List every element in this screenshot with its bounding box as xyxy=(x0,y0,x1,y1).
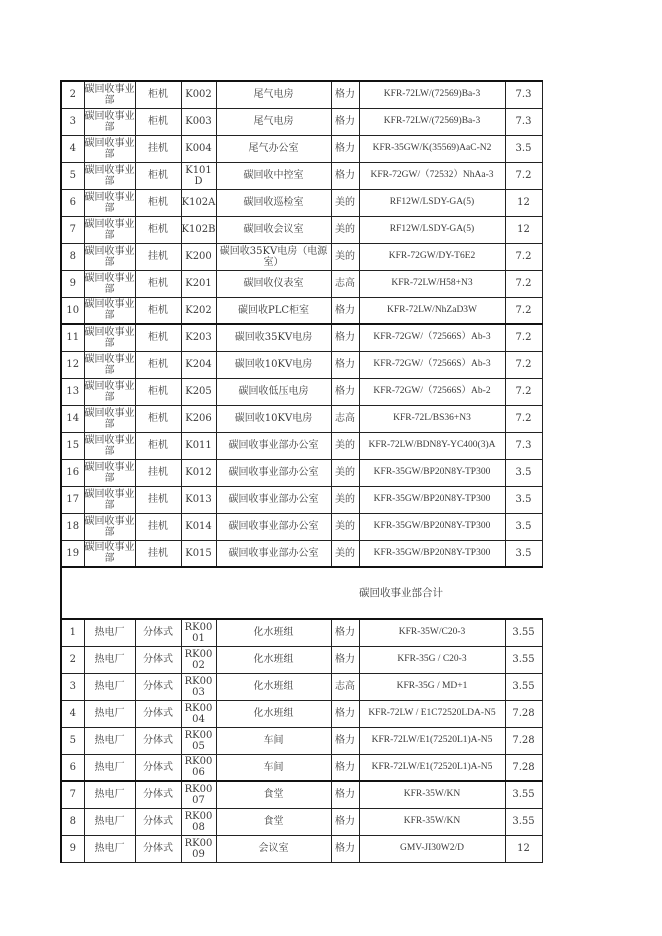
cell-location[interactable]: 尾气办公室 xyxy=(216,135,331,162)
cell-code[interactable]: RK0006 xyxy=(181,754,216,781)
cell-code[interactable]: RK0005 xyxy=(181,727,216,754)
cell-model[interactable]: KFR-35W/KN xyxy=(359,808,505,835)
cell-model[interactable]: KFR-35G / MD+1 xyxy=(359,673,505,700)
cell-location[interactable]: 尾气电房 xyxy=(216,108,331,135)
cell-dept[interactable]: 碳回收事业部 xyxy=(84,513,135,540)
cell-power[interactable]: 7.2 xyxy=(505,405,542,432)
cell-dept[interactable]: 碳回收事业部 xyxy=(84,378,135,405)
cell-brand[interactable]: 美的 xyxy=(331,216,359,243)
cell-model[interactable]: KFR-72L/BS36+N3 xyxy=(359,405,505,432)
cell-no[interactable]: 11 xyxy=(61,324,84,351)
cell-dept[interactable]: 碳回收事业部 xyxy=(84,486,135,513)
cell-model[interactable]: KFR-72LW/E1(72520L1)A-N5 xyxy=(359,727,505,754)
cell-model[interactable]: KFR-35GW/BP20N8Y-TP300 xyxy=(359,540,505,567)
table-row xyxy=(61,673,542,700)
cell-no[interactable]: 7 xyxy=(61,216,84,243)
cell-no[interactable]: 4 xyxy=(61,700,84,727)
cell-code[interactable]: K101D xyxy=(181,162,216,189)
cell-no[interactable]: 8 xyxy=(61,243,84,270)
cell-no[interactable]: 17 xyxy=(61,486,84,513)
table-row xyxy=(61,162,542,189)
cell-model[interactable]: KFR-72LW/(72569)Ba-3 xyxy=(359,81,505,108)
table-row xyxy=(61,216,542,243)
cell-code[interactable]: RK0008 xyxy=(181,808,216,835)
cell-brand[interactable]: 格力 xyxy=(331,297,359,324)
cell-code[interactable]: K200 xyxy=(181,243,216,270)
table-row xyxy=(61,781,542,808)
cell-power[interactable]: 7.28 xyxy=(505,700,542,727)
cell-location[interactable]: 车间 xyxy=(216,727,331,754)
cell-brand[interactable]: 格力 xyxy=(331,324,359,351)
cell-location[interactable]: 碳回收会议室 xyxy=(216,216,331,243)
cell-dept[interactable]: 碳回收事业部 xyxy=(84,324,135,351)
spreadsheet xyxy=(60,80,543,863)
table-row xyxy=(61,270,542,297)
cell-model[interactable]: KFR-35G / C20-3 xyxy=(359,646,505,673)
cell-power[interactable]: 7.3 xyxy=(505,81,542,108)
cell-model[interactable]: GMV-JI30W2/D xyxy=(359,835,505,862)
table-row xyxy=(61,135,542,162)
cell-power[interactable]: 12 xyxy=(505,216,542,243)
cell-brand[interactable]: 格力 xyxy=(331,378,359,405)
cell-type[interactable]: 挂机 xyxy=(135,486,181,513)
table-row xyxy=(61,835,542,862)
cell-model[interactable]: KFR-72LW / E1C72520LDA-N5 xyxy=(359,700,505,727)
cell-brand[interactable]: 格力 xyxy=(331,727,359,754)
cell-type[interactable]: 挂机 xyxy=(135,540,181,567)
cell-power[interactable]: 7.2 xyxy=(505,243,542,270)
cell-type[interactable]: 分体式 xyxy=(135,700,181,727)
cell-location[interactable]: 化水班组 xyxy=(216,646,331,673)
cell-location[interactable]: 碳回收事业部办公室 xyxy=(216,513,331,540)
cell-brand[interactable]: 美的 xyxy=(331,540,359,567)
cell-location[interactable]: 碳回收事业部办公室 xyxy=(216,486,331,513)
cell-power[interactable]: 7.2 xyxy=(505,162,542,189)
cell-location[interactable]: 碳回收事业部办公室 xyxy=(216,432,331,459)
total-spacer xyxy=(61,567,359,619)
cell-brand[interactable]: 格力 xyxy=(331,619,359,646)
cell-location[interactable]: 化水班组 xyxy=(216,673,331,700)
cell-brand[interactable]: 格力 xyxy=(331,700,359,727)
cell-code[interactable]: RK0007 xyxy=(181,781,216,808)
cell-brand[interactable]: 格力 xyxy=(331,781,359,808)
cell-no[interactable]: 7 xyxy=(61,781,84,808)
cell-dept[interactable]: 碳回收事业部 xyxy=(84,540,135,567)
cell-no[interactable]: 19 xyxy=(61,540,84,567)
cell-code[interactable]: K202 xyxy=(181,297,216,324)
cell-no[interactable]: 5 xyxy=(61,162,84,189)
cell-type[interactable]: 分体式 xyxy=(135,781,181,808)
table-row xyxy=(61,189,542,216)
cell-no[interactable]: 4 xyxy=(61,135,84,162)
table-row xyxy=(61,646,542,673)
cell-location[interactable]: 碳回收10KV电房 xyxy=(216,351,331,378)
cell-no[interactable]: 18 xyxy=(61,513,84,540)
cell-no[interactable]: 6 xyxy=(61,754,84,781)
cell-power[interactable]: 7.28 xyxy=(505,754,542,781)
cell-brand[interactable]: 格力 xyxy=(331,808,359,835)
cell-model[interactable]: KFR-35GW/BP20N8Y-TP300 xyxy=(359,459,505,486)
cell-power[interactable]: 7.2 xyxy=(505,351,542,378)
cell-no[interactable]: 5 xyxy=(61,727,84,754)
cell-no[interactable]: 13 xyxy=(61,378,84,405)
cell-power[interactable]: 3.55 xyxy=(505,619,542,646)
cell-model[interactable]: KFR-72GW/（72566S）Ab-3 xyxy=(359,324,505,351)
table-row xyxy=(61,81,542,108)
cell-location[interactable]: 会议室 xyxy=(216,835,331,862)
cell-dept[interactable]: 碳回收事业部 xyxy=(84,243,135,270)
cell-power[interactable]: 7.2 xyxy=(505,324,542,351)
table-row xyxy=(61,324,542,351)
cell-type[interactable]: 柜机 xyxy=(135,378,181,405)
cell-location[interactable]: 碳回收事业部办公室 xyxy=(216,540,331,567)
cell-dept[interactable]: 热电厂 xyxy=(84,619,135,646)
section-total xyxy=(61,567,542,619)
cell-dept[interactable]: 热电厂 xyxy=(84,754,135,781)
cell-dept[interactable]: 碳回收事业部 xyxy=(84,81,135,108)
cell-type[interactable]: 柜机 xyxy=(135,270,181,297)
cell-type[interactable]: 分体式 xyxy=(135,754,181,781)
cell-dept[interactable]: 热电厂 xyxy=(84,673,135,700)
table-row xyxy=(61,432,542,459)
cell-type[interactable]: 柜机 xyxy=(135,189,181,216)
cell-power[interactable]: 3.5 xyxy=(505,513,542,540)
cell-power[interactable]: 3.55 xyxy=(505,781,542,808)
cell-code[interactable]: K011 xyxy=(181,432,216,459)
cell-dept[interactable]: 碳回收事业部 xyxy=(84,297,135,324)
ac-inventory-table xyxy=(60,80,543,863)
table-row xyxy=(61,378,542,405)
cell-model[interactable]: RF12W/LSDY-GA(5) xyxy=(359,216,505,243)
cell-model[interactable]: KFR-72LW/H58+N3 xyxy=(359,270,505,297)
cell-no[interactable]: 1 xyxy=(61,619,84,646)
cell-power[interactable]: 3.5 xyxy=(505,540,542,567)
cell-location[interactable]: 碳回收35KV电房（电源室） xyxy=(216,243,331,270)
cell-code[interactable]: RK0003 xyxy=(181,673,216,700)
cell-code[interactable]: K015 xyxy=(181,540,216,567)
cell-model[interactable]: KFR-72LW/(72569)Ba-3 xyxy=(359,108,505,135)
cell-code[interactable]: RK0001 xyxy=(181,619,216,646)
cell-code[interactable]: K102B xyxy=(181,216,216,243)
table-row xyxy=(61,513,542,540)
cell-model[interactable]: KFR-72GW/DY-T6E2 xyxy=(359,243,505,270)
cell-code[interactable]: K014 xyxy=(181,513,216,540)
cell-no[interactable]: 3 xyxy=(61,673,84,700)
cell-model[interactable]: KFR-35GW/BP20N8Y-TP300 xyxy=(359,513,505,540)
cell-brand[interactable]: 美的 xyxy=(331,243,359,270)
cell-model[interactable]: KFR-35GW/K(35569)AaC-N2 xyxy=(359,135,505,162)
cell-dept[interactable]: 碳回收事业部 xyxy=(84,459,135,486)
cell-brand[interactable]: 志高 xyxy=(331,405,359,432)
cell-brand[interactable]: 格力 xyxy=(331,646,359,673)
table-row xyxy=(61,405,542,432)
cell-code[interactable]: K102A xyxy=(181,189,216,216)
cell-brand[interactable]: 美的 xyxy=(331,432,359,459)
cell-power[interactable]: 3.5 xyxy=(505,135,542,162)
cell-model[interactable]: KFR-35W/KN xyxy=(359,781,505,808)
cell-no[interactable]: 6 xyxy=(61,189,84,216)
cell-type[interactable]: 挂机 xyxy=(135,135,181,162)
cell-dept[interactable]: 碳回收事业部 xyxy=(84,351,135,378)
cell-location[interactable]: 碳回收35KV电房 xyxy=(216,324,331,351)
cell-type[interactable]: 挂机 xyxy=(135,243,181,270)
cell-type[interactable]: 分体式 xyxy=(135,673,181,700)
cell-code[interactable]: K203 xyxy=(181,324,216,351)
cell-brand[interactable]: 美的 xyxy=(331,189,359,216)
cell-brand[interactable]: 志高 xyxy=(331,673,359,700)
cell-model[interactable]: KFR-72GW/（72532）NhAa-3 xyxy=(359,162,505,189)
cell-type[interactable]: 柜机 xyxy=(135,297,181,324)
cell-brand[interactable]: 格力 xyxy=(331,162,359,189)
cell-brand[interactable]: 格力 xyxy=(331,351,359,378)
cell-location[interactable]: 碳回收中控室 xyxy=(216,162,331,189)
cell-brand[interactable]: 美的 xyxy=(331,459,359,486)
cell-no[interactable]: 10 xyxy=(61,297,84,324)
section-carbon-recovery xyxy=(61,81,542,567)
cell-no[interactable]: 2 xyxy=(61,81,84,108)
cell-type[interactable]: 柜机 xyxy=(135,405,181,432)
table-row xyxy=(61,619,542,646)
cell-power[interactable]: 3.55 xyxy=(505,673,542,700)
cell-power[interactable]: 3.55 xyxy=(505,646,542,673)
cell-dept[interactable]: 碳回收事业部 xyxy=(84,108,135,135)
cell-dept[interactable]: 碳回收事业部 xyxy=(84,135,135,162)
cell-brand[interactable]: 格力 xyxy=(331,135,359,162)
cell-location[interactable]: 碳回收低压电房 xyxy=(216,378,331,405)
table-row xyxy=(61,700,542,727)
cell-location[interactable]: 碳回收仪表室 xyxy=(216,270,331,297)
cell-location[interactable]: 食堂 xyxy=(216,781,331,808)
cell-type[interactable]: 柜机 xyxy=(135,324,181,351)
cell-model[interactable]: KFR-35W/C20-3 xyxy=(359,619,505,646)
cell-no[interactable]: 9 xyxy=(61,270,84,297)
cell-model[interactable]: KFR-72GW/（72566S）Ab-3 xyxy=(359,351,505,378)
cell-power[interactable]: 7.3 xyxy=(505,108,542,135)
cell-dept[interactable]: 碳回收事业部 xyxy=(84,216,135,243)
cell-model[interactable]: KFR-72GW/（72566S）Ab-2 xyxy=(359,378,505,405)
cell-no[interactable]: 9 xyxy=(61,835,84,862)
cell-no[interactable]: 12 xyxy=(61,351,84,378)
cell-code[interactable]: K012 xyxy=(181,459,216,486)
cell-type[interactable]: 分体式 xyxy=(135,727,181,754)
table-row xyxy=(61,108,542,135)
cell-dept[interactable]: 碳回收事业部 xyxy=(84,162,135,189)
cell-no[interactable]: 8 xyxy=(61,808,84,835)
table-row xyxy=(61,351,542,378)
cell-code[interactable]: K206 xyxy=(181,405,216,432)
cell-brand[interactable]: 美的 xyxy=(331,486,359,513)
cell-dept[interactable]: 热电厂 xyxy=(84,727,135,754)
cell-dept[interactable]: 热电厂 xyxy=(84,700,135,727)
cell-dept[interactable]: 热电厂 xyxy=(84,808,135,835)
table-row xyxy=(61,459,542,486)
cell-power[interactable]: 7.28 xyxy=(505,727,542,754)
cell-type[interactable]: 柜机 xyxy=(135,432,181,459)
cell-code[interactable]: K204 xyxy=(181,351,216,378)
cell-type[interactable]: 挂机 xyxy=(135,513,181,540)
cell-location[interactable]: 化水班组 xyxy=(216,700,331,727)
cell-code[interactable]: RK0009 xyxy=(181,835,216,862)
cell-dept[interactable]: 碳回收事业部 xyxy=(84,405,135,432)
cell-power[interactable]: 3.5 xyxy=(505,459,542,486)
cell-no[interactable]: 16 xyxy=(61,459,84,486)
cell-code[interactable]: K003 xyxy=(181,108,216,135)
cell-power[interactable]: 7.3 xyxy=(505,432,542,459)
cell-model[interactable]: RF12W/LSDY-GA(5) xyxy=(359,189,505,216)
cell-dept[interactable]: 热电厂 xyxy=(84,835,135,862)
cell-type[interactable]: 柜机 xyxy=(135,216,181,243)
cell-location[interactable]: 车间 xyxy=(216,754,331,781)
cell-dept[interactable]: 碳回收事业部 xyxy=(84,432,135,459)
cell-type[interactable]: 挂机 xyxy=(135,459,181,486)
cell-code[interactable]: K013 xyxy=(181,486,216,513)
table-row xyxy=(61,297,542,324)
table-row xyxy=(61,486,542,513)
cell-model[interactable]: KFR-72LW/E1(72520L1)A-N5 xyxy=(359,754,505,781)
cell-location[interactable]: 碳回收巡检室 xyxy=(216,189,331,216)
cell-power[interactable]: 7.2 xyxy=(505,378,542,405)
cell-brand[interactable]: 格力 xyxy=(331,754,359,781)
cell-power[interactable]: 12 xyxy=(505,189,542,216)
total-label[interactable]: 碳回收事业部合计 xyxy=(359,567,542,619)
cell-type[interactable]: 分体式 xyxy=(135,808,181,835)
cell-code[interactable]: K205 xyxy=(181,378,216,405)
cell-brand[interactable]: 美的 xyxy=(331,513,359,540)
cell-location[interactable]: 尾气电房 xyxy=(216,81,331,108)
cell-brand[interactable]: 格力 xyxy=(331,81,359,108)
cell-code[interactable]: RK0004 xyxy=(181,700,216,727)
cell-power[interactable]: 12 xyxy=(505,835,542,862)
table-row xyxy=(61,754,542,781)
cell-location[interactable]: 食堂 xyxy=(216,808,331,835)
cell-type[interactable]: 分体式 xyxy=(135,646,181,673)
cell-brand[interactable]: 格力 xyxy=(331,108,359,135)
cell-no[interactable]: 2 xyxy=(61,646,84,673)
cell-no[interactable]: 15 xyxy=(61,432,84,459)
cell-power[interactable]: 7.2 xyxy=(505,270,542,297)
table-row xyxy=(61,243,542,270)
cell-dept[interactable]: 热电厂 xyxy=(84,646,135,673)
cell-code[interactable]: RK0002 xyxy=(181,646,216,673)
cell-brand[interactable]: 格力 xyxy=(331,835,359,862)
cell-brand[interactable]: 志高 xyxy=(331,270,359,297)
table-row xyxy=(61,808,542,835)
cell-model[interactable]: KFR-35GW/BP20N8Y-TP300 xyxy=(359,486,505,513)
cell-type[interactable]: 分体式 xyxy=(135,835,181,862)
cell-type[interactable]: 分体式 xyxy=(135,619,181,646)
cell-code[interactable]: K004 xyxy=(181,135,216,162)
section-power-plant xyxy=(61,619,542,862)
table-row xyxy=(61,540,542,567)
cell-power[interactable]: 3.55 xyxy=(505,808,542,835)
cell-code[interactable]: K002 xyxy=(181,81,216,108)
cell-no[interactable]: 14 xyxy=(61,405,84,432)
cell-no[interactable]: 3 xyxy=(61,108,84,135)
cell-type[interactable]: 柜机 xyxy=(135,162,181,189)
cell-power[interactable]: 7.2 xyxy=(505,297,542,324)
total-row xyxy=(61,567,542,619)
cell-type[interactable]: 柜机 xyxy=(135,108,181,135)
cell-model[interactable]: KFR-72LW/BDN8Y-YC400(3)A xyxy=(359,432,505,459)
cell-dept[interactable]: 碳回收事业部 xyxy=(84,270,135,297)
cell-code[interactable]: K201 xyxy=(181,270,216,297)
cell-location[interactable]: 碳回收事业部办公室 xyxy=(216,459,331,486)
cell-power[interactable]: 3.5 xyxy=(505,486,542,513)
cell-location[interactable]: 化水班组 xyxy=(216,619,331,646)
cell-type[interactable]: 柜机 xyxy=(135,351,181,378)
cell-location[interactable]: 碳回收10KV电房 xyxy=(216,405,331,432)
cell-type[interactable]: 柜机 xyxy=(135,81,181,108)
cell-location[interactable]: 碳回收PLC柜室 xyxy=(216,297,331,324)
table-row xyxy=(61,727,542,754)
cell-dept[interactable]: 热电厂 xyxy=(84,781,135,808)
cell-model[interactable]: KFR-72LW/NhZaD3W xyxy=(359,297,505,324)
cell-dept[interactable]: 碳回收事业部 xyxy=(84,189,135,216)
